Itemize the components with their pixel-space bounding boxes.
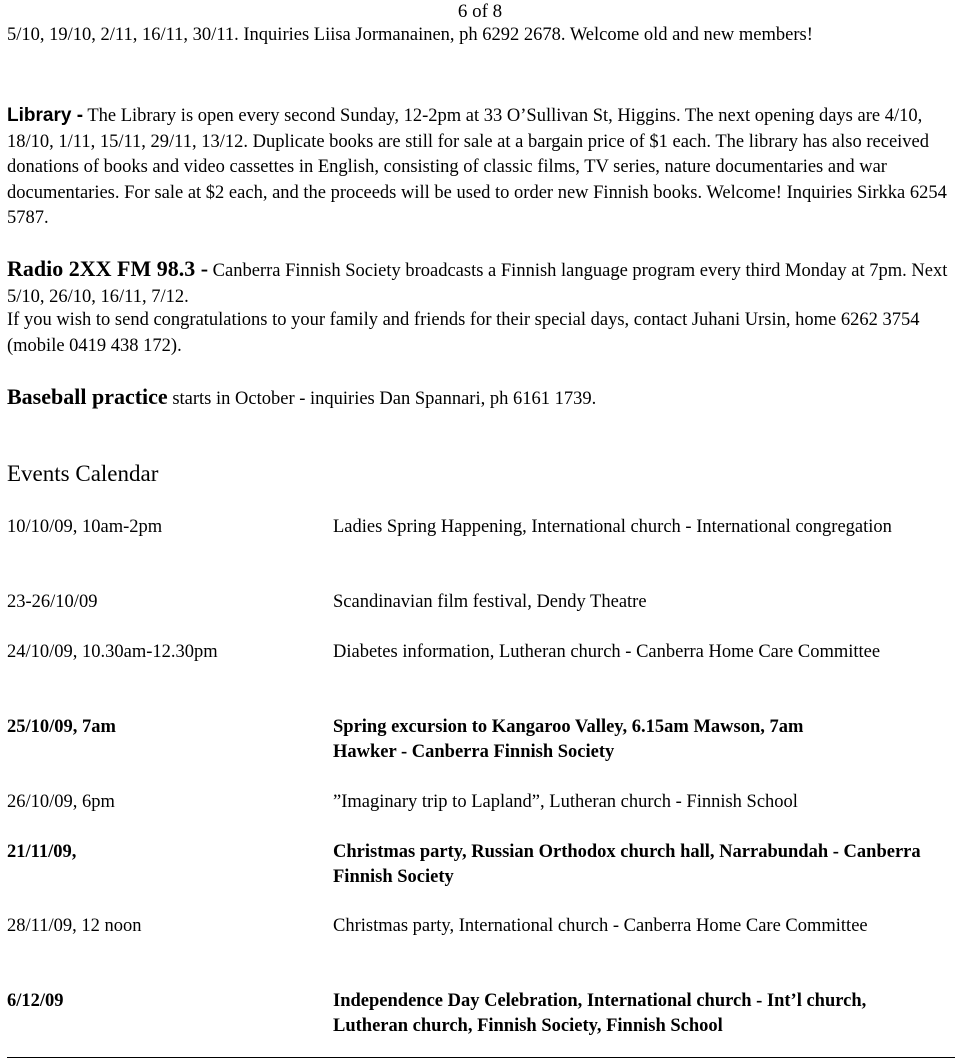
event-description: Scandinavian film festival, Dendy Theatre: [333, 592, 647, 612]
event-date: 28/11/09, 12 noon: [7, 916, 142, 936]
intro-paragraph: 5/10, 19/10, 2/11, 16/11, 30/11. Inquiries Liisa Jormanainen, ph 6292 2678. Welcome old and new members!: [7, 25, 813, 45]
event-date: 26/10/09, 6pm: [7, 792, 115, 812]
library-text: The Library is open every second Sunday, 12-2pm at 33 O’Sullivan St, Higgins. The next opening days are 4/10, 18/10, 1/11, 15/11, 29/11, 13/12. Duplicate books are still for sale at a bargain price of $1 each.: [7, 106, 923, 152]
radio-text: Canberra Finnish Society broadcasts a Finnish language program every third Monday at 7pm. Next 5/10, 26/10, 16/11, 7/12.: [7, 261, 948, 307]
radio-paragraph: [7, 256, 955, 310]
library-text-2: The library has also received donations of books and video cassettes in English, consisting of classic films, TV series, nature documentaries and war documentaries. For sale at $2 each, and the proceeds will be used to order new Finnish books. Welcome! Inquiries Sirkka 6254 5787.: [7, 131, 947, 228]
baseball-paragraph: [7, 384, 955, 413]
radio-congratulations: If you wish to send congratulations to your family and friends for their special days, contact Juhani Ursin, home 6262 3754 (mobile 0419 438 172).: [7, 310, 920, 356]
event-description: Ladies Spring Happening, International church - International congregation: [333, 517, 892, 537]
event-description: Spring excursion to Kangaroo Valley, 6.15am Mawson, 7am Hawker - Canberra Finnish Society: [333, 717, 804, 762]
event-description: Independence Day Celebration, International church - Int’l church, Lutheran church, Finnish Society, Finnish School: [333, 991, 867, 1036]
library-heading: Library -: [7, 105, 84, 126]
event-description: Christmas party, International church - Canberra Home Care Committee: [333, 916, 868, 936]
radio-heading: Radio 2XX FM 98.3 -: [7, 256, 209, 281]
event-date: 23-26/10/09: [7, 592, 98, 612]
event-date: 10/10/09, 10am-2pm: [7, 517, 163, 537]
event-date: 6/12/09: [7, 991, 64, 1011]
event-date: 21/11/09,: [7, 842, 77, 862]
events-heading: Events Calendar: [7, 461, 159, 486]
event-description: Diabetes information, Lutheran church - Canberra Home Care Committee: [333, 642, 881, 662]
event-date: 25/10/09, 7am: [7, 717, 116, 737]
baseball-heading: Baseball practice: [7, 384, 168, 409]
page-number: 6 of 8: [457, 1, 503, 22]
library-paragraph: [7, 103, 955, 232]
baseball-text: starts in October - inquiries Dan Spannari, ph 6161 1739.: [167, 389, 597, 409]
event-description: ”Imaginary trip to Lapland”, Lutheran church - Finnish School: [333, 792, 798, 812]
bottom-rule: [7, 1057, 955, 1058]
event-date: 24/10/09, 10.30am-12.30pm: [7, 642, 218, 662]
event-description: Christmas party, Russian Orthodox church hall, Narrabundah - Canberra Finnish Society: [333, 842, 921, 887]
